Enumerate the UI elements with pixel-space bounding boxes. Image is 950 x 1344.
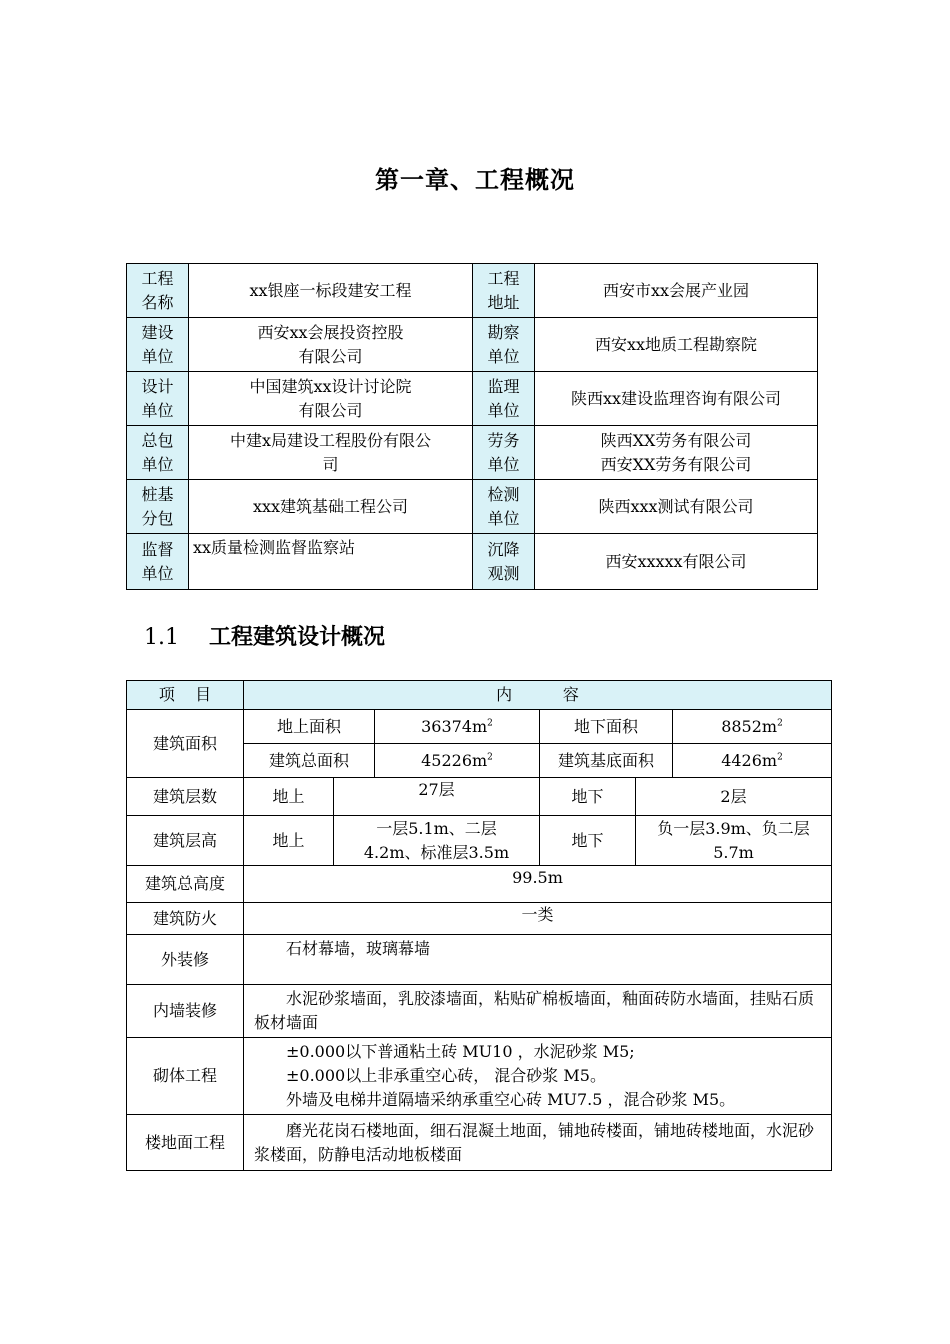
table-row (127, 264, 818, 318)
supervision-label: 监理 单位 (473, 372, 535, 426)
above-area-value: $36374m^2$ (375, 710, 540, 744)
survey-value: 西安xx地质工程勘察院 (535, 318, 818, 372)
table-row (127, 1115, 832, 1171)
table-row (127, 866, 832, 903)
height-label: 建筑层高 (127, 816, 244, 866)
below-area-value: $8852m^2$ (673, 710, 832, 744)
table-row (127, 534, 818, 590)
base-area-value: $4426m^2$ (673, 744, 832, 778)
total-height-label: 建筑总高度 (127, 866, 244, 903)
floor-value: 磨光花岗石楼地面，细石混凝土地面，铺地砖楼面，铺地砖楼地面，水泥砂浆楼面，防静电活动地板楼面 (244, 1115, 832, 1171)
quality-value: xx质量检测监督监察站 (189, 534, 473, 590)
interior-label: 内墙装修 (127, 985, 244, 1038)
exterior-label: 外装修 (127, 935, 244, 985)
testing-label: 检测 单位 (473, 480, 535, 534)
floor-label: 楼地面工程 (127, 1115, 244, 1171)
table-row (127, 480, 818, 534)
below-area-label: 地下面积 (540, 710, 673, 744)
fire-label: 建筑防火 (127, 903, 244, 935)
total-area-value: $45226m^2$ (375, 744, 540, 778)
pile-value: xxx建筑基础工程公司 (189, 480, 473, 534)
table-row (127, 985, 832, 1038)
design-value: 中国建筑xx设计讨论院 有限公司 (189, 372, 473, 426)
masonry-label: 砌体工程 (127, 1038, 244, 1115)
floors-below-value: 2层 (636, 778, 832, 816)
settlement-label: 沉降 观测 (473, 534, 535, 590)
address-value: 西安市xx会展产业园 (535, 264, 818, 318)
header-content: 内 容 (244, 681, 832, 710)
survey-label: 勘察 单位 (473, 318, 535, 372)
interior-value: 水泥砂浆墙面，乳胶漆墙面，粘贴矿棉板墙面，釉面砖防水墙面，挂贴石质板材墙面 (244, 985, 832, 1038)
quality-label: 监督 单位 (127, 534, 189, 590)
height-above-label: 地上 (244, 816, 334, 866)
table-row (127, 816, 832, 866)
table-row (127, 318, 818, 372)
testing-value: 陕西xxx测试有限公司 (535, 480, 818, 534)
table-row (127, 935, 832, 985)
labor-value: 陕西XX劳务有限公司 西安XX劳务有限公司 (535, 426, 818, 480)
project-name-value: xx银座一标段建安工程 (189, 264, 473, 318)
labor-label: 劳务 单位 (473, 426, 535, 480)
floors-above-label: 地上 (244, 778, 334, 816)
masonry-value: ±0.000以下普通粘土砖 MU10 ，水泥砂浆 M5; ±0.000以上非承重空心砖， 混合砂浆 M5。 外墙及电梯井道隔墙采纳承重空心砖 MU7.5 ，混合砂浆 M5。 (244, 1038, 832, 1115)
table-row (127, 778, 832, 816)
chapter-title: 第一章、工程概况 (375, 166, 575, 194)
base-area-label: 建筑基底面积 (540, 744, 673, 778)
project-overview-table (126, 263, 818, 590)
builder-label: 建设 单位 (127, 318, 189, 372)
above-area-label: 地上面积 (244, 710, 375, 744)
height-below-label: 地下 (540, 816, 636, 866)
general-contractor-value: 中建x局建设工程股份有限公 司 (189, 426, 473, 480)
total-height-value: 99.5m (244, 866, 832, 903)
exterior-value: 石材幕墙，玻璃幕墙 (244, 935, 832, 985)
table-row (127, 372, 818, 426)
floors-below-label: 地下 (540, 778, 636, 816)
section-title: 工程建筑设计概况 (209, 625, 386, 650)
section-heading (144, 620, 385, 651)
floors-above-value: 27层 (334, 778, 540, 816)
floors-label: 建筑层数 (127, 778, 244, 816)
table-header-row (127, 681, 832, 710)
table-row (127, 1038, 832, 1115)
section-number: 1.1 (144, 625, 179, 650)
general-contractor-label: 总包 单位 (127, 426, 189, 480)
fire-value: 一类 (244, 903, 832, 935)
table-row (127, 426, 818, 480)
pile-label: 桩基 分包 (127, 480, 189, 534)
project-name-label: 工程 名称 (127, 264, 189, 318)
header-item: 项 目 (127, 681, 244, 710)
design-overview-table (126, 680, 832, 1171)
builder-value: 西安xx会展投资控股 有限公司 (189, 318, 473, 372)
area-label: 建筑面积 (127, 710, 244, 778)
total-area-label: 建筑总面积 (244, 744, 375, 778)
address-label: 工程 地址 (473, 264, 535, 318)
table-row (127, 903, 832, 935)
settlement-value: 西安xxxxx有限公司 (535, 534, 818, 590)
height-below-value: 负一层3.9m、负二层 5.7m (636, 816, 832, 866)
height-above-value: 一层5.1m、二层 4.2m、标准层3.5m (334, 816, 540, 866)
supervision-value: 陕西xx建设监理咨询有限公司 (535, 372, 818, 426)
table-row (127, 710, 832, 744)
design-label: 设计 单位 (127, 372, 189, 426)
